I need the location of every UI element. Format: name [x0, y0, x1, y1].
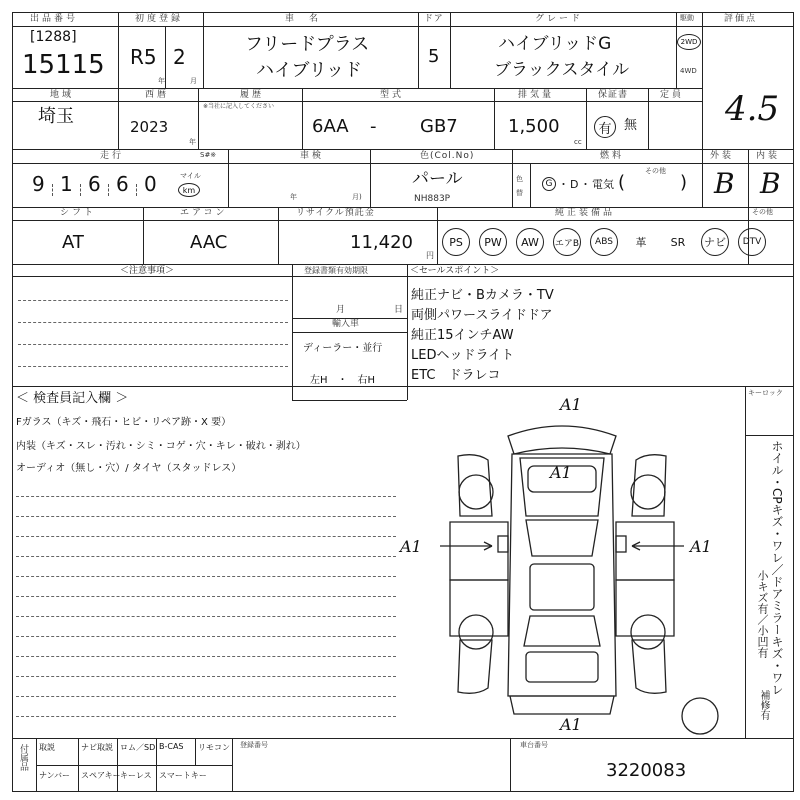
fuel-paren-close: ) — [680, 172, 688, 193]
mileage-note: S#※ — [200, 151, 217, 159]
rule — [203, 12, 204, 88]
windshield — [526, 520, 598, 556]
rule — [195, 738, 196, 765]
rule — [228, 149, 229, 207]
model-label: 型式 — [380, 90, 405, 100]
drive-2wd: 2WD — [680, 38, 698, 46]
seireki-label: 西暦 — [145, 90, 170, 100]
displacement-unit: cc — [574, 138, 582, 146]
equipment-item: AW — [516, 228, 544, 256]
rule — [78, 738, 79, 792]
right-rear-door — [616, 580, 674, 636]
equipment-item: 革 — [635, 236, 647, 249]
reg-day: 日 — [394, 305, 404, 315]
mileage-km-circle — [178, 183, 200, 197]
shift-value: AT — [62, 232, 84, 253]
rule — [292, 276, 407, 277]
rule — [143, 207, 144, 264]
mileage-unit-miles: マイル — [180, 172, 201, 180]
rule — [118, 12, 119, 149]
rule — [512, 149, 513, 207]
rule — [12, 149, 794, 150]
inspector-line — [16, 616, 396, 617]
fuel-paren-open: ( — [618, 172, 626, 193]
spare-wheel — [682, 698, 718, 734]
wheel-fr — [631, 475, 665, 509]
rule — [12, 386, 407, 387]
rule — [748, 149, 749, 207]
exterior-label: 外装 — [710, 151, 735, 161]
rear-glass — [524, 616, 600, 646]
accessory-item: ナンバー — [39, 771, 71, 780]
rule — [418, 12, 419, 88]
inspector-line — [16, 676, 396, 677]
rule — [156, 738, 157, 792]
color-change-label: 色替 — [516, 175, 523, 197]
rule — [12, 101, 702, 102]
fuel-sep2: ・ — [580, 178, 591, 191]
rule — [586, 88, 587, 149]
equipment-item: PS — [442, 228, 470, 256]
rule — [232, 738, 233, 792]
rule — [117, 738, 118, 792]
wheel-rl — [459, 615, 493, 649]
displacement-value: 1,500 — [508, 116, 560, 137]
inspector-line — [16, 536, 396, 537]
digit-divider — [80, 184, 81, 196]
side-note-3 — [756, 690, 771, 720]
lot-number: 15115 — [22, 50, 105, 80]
inspector-title: ＜ 検査員記入欄 ＞ — [16, 391, 129, 406]
damage-front: A1 — [560, 396, 582, 414]
recycle-value: 11,420 — [350, 232, 413, 253]
notes-line — [18, 366, 288, 367]
warranty-yes: 有 — [598, 121, 612, 137]
fuel-other: その他 — [645, 167, 666, 175]
interior-label: 内装 — [756, 151, 781, 161]
equipment-item: ABS — [590, 228, 618, 256]
score-label: 評価点 — [724, 14, 758, 24]
left-front-fender — [458, 455, 492, 516]
first-reg-label: 初度登録 — [135, 14, 184, 24]
fuel-label: 燃料 — [600, 151, 625, 161]
mileage-label: 走行 — [100, 151, 125, 161]
model-prefix: 6AA — [312, 116, 349, 137]
drive-4wd: 4WD — [680, 67, 697, 75]
right-mirror — [616, 536, 626, 552]
damage-rear: A1 — [560, 715, 582, 734]
rule — [407, 386, 794, 387]
reg-expiry-label: 登録書類有効期限 — [304, 266, 368, 275]
sales-point: 両側パワースライドドア — [411, 308, 553, 323]
accessory-item: キーレス — [120, 771, 152, 780]
right-front-door — [616, 522, 674, 580]
rule — [676, 12, 677, 88]
rule — [702, 149, 703, 207]
drive-label: 駆動 — [680, 14, 694, 22]
car-name-line1: フリードプラス — [245, 34, 370, 55]
digit-divider — [52, 184, 53, 196]
equipment-item: PW — [479, 228, 507, 256]
sales-point: ETC ドラレコ — [411, 368, 501, 383]
recycle-unit: 円 — [426, 251, 434, 260]
equipment-item: ナビ — [701, 228, 729, 256]
history-label: 履歴 — [240, 90, 265, 100]
month-unit: 月 — [190, 77, 197, 85]
inspector-line — [16, 656, 396, 657]
right-rear-quarter — [632, 640, 666, 693]
inspector-line3: オーディオ（無し・穴）/ タイヤ（スタッドレス） — [16, 463, 242, 474]
inspector-line2: 内装（キズ・スレ・汚れ・シミ・コゲ・穴・キレ・破れ・剥れ） — [16, 441, 306, 452]
rule — [370, 149, 371, 207]
mileage-digit: 9 — [32, 172, 45, 196]
inspection-label: 車検 — [300, 151, 325, 161]
equipment-label: 純正装備品 — [555, 208, 616, 218]
mileage-unit-km: km — [182, 185, 196, 195]
mileage-digit: 1 — [60, 172, 73, 196]
grade-label: グレード — [535, 14, 584, 24]
interior-grade: B — [760, 167, 781, 200]
displacement-label: 排気量 — [518, 90, 555, 100]
notes-line — [18, 322, 288, 323]
wheel-fl — [459, 475, 493, 509]
color-label: 色(Col.No) — [420, 151, 475, 161]
inspector-line — [16, 636, 396, 637]
inspector-line — [16, 596, 396, 597]
rule — [648, 88, 649, 149]
lot-label: 出品番号 — [30, 14, 79, 24]
rule — [437, 207, 438, 264]
doors-label: ドア — [424, 14, 444, 24]
mileage-digit: 6 — [116, 172, 129, 196]
damage-left: A1 — [400, 537, 422, 556]
grade-line2: ブラックスタイル — [494, 60, 630, 80]
car-name-line2: ハイブリッド — [256, 60, 363, 81]
region-value: 埼玉 — [38, 106, 74, 127]
rule — [450, 12, 451, 88]
inspector-line — [16, 496, 396, 497]
left-front-door — [450, 522, 508, 580]
model-dash: - — [370, 116, 377, 137]
rule — [12, 26, 702, 27]
left-mirror — [498, 536, 508, 552]
aircon-value: AAC — [190, 232, 228, 253]
rule — [407, 264, 408, 400]
dealer-option: ディーラー・並行 — [303, 343, 383, 354]
accessory-item: B-CAS — [159, 742, 184, 751]
fuel-g: G — [545, 179, 553, 189]
rule — [12, 88, 702, 89]
history-note: ※当社に記入してください — [203, 103, 275, 110]
accessory-item: ナビ取説 — [81, 743, 113, 752]
keylock-label: キーロック — [748, 389, 783, 397]
rule — [12, 207, 794, 208]
rule — [278, 207, 279, 264]
side-note-3-text: 補修有 — [758, 690, 769, 720]
year-unit: 年 — [158, 77, 165, 85]
front-bumper — [508, 426, 616, 454]
warranty-label: 保証書 — [598, 90, 629, 100]
exterior-grade: B — [714, 167, 735, 200]
sales-point: 純正ナビ・Bカメラ・TV — [411, 288, 554, 303]
region-label: 地域 — [50, 90, 75, 100]
steer-option: 左H ・ 右H — [310, 375, 376, 386]
sales-points-label: ＜セールスポイント＞ — [410, 266, 500, 276]
rule — [292, 332, 407, 333]
fuel-sep1: ・ — [558, 178, 569, 191]
equipment-item: DTV — [738, 228, 766, 256]
tailgate — [526, 652, 598, 682]
accessory-item: ロム／SD — [120, 743, 156, 752]
notes-label: ＜注意事項＞ — [120, 266, 175, 276]
car-name-label: 車 名 — [285, 14, 322, 24]
damage-hood: A1 — [550, 463, 572, 482]
accessory-item: スペアキー — [81, 771, 121, 780]
damage-right: A1 — [690, 537, 712, 556]
inspection-month-unit: 月) — [352, 193, 362, 201]
rule — [302, 88, 303, 149]
car-diagram — [380, 396, 744, 738]
first-reg-era: R5 — [130, 45, 157, 69]
digit-divider — [108, 184, 109, 196]
rule — [12, 738, 794, 739]
rule — [745, 386, 746, 738]
rule — [165, 26, 166, 88]
rule — [12, 163, 794, 164]
rule — [494, 88, 495, 149]
left-rear-door — [450, 580, 508, 636]
rule — [12, 220, 794, 221]
accessory-item: リモコン — [198, 743, 230, 752]
fuel-elec: 電気 — [592, 178, 614, 191]
sales-point: 純正15インチAW — [411, 328, 514, 343]
reg-month: 月 — [336, 305, 346, 315]
fuel-g-circle — [542, 177, 556, 191]
fuel-d: D — [570, 178, 579, 191]
inspector-line1: Fガラス（キズ・飛石・ヒビ・リペア跡・X 要） — [16, 417, 232, 428]
roof — [530, 564, 594, 610]
inspector-line — [16, 696, 396, 697]
rule — [510, 738, 511, 792]
lot-code: [1288] — [30, 29, 77, 45]
inspector-line — [16, 716, 396, 717]
wheel-rr — [631, 615, 665, 649]
color-code: NH883P — [414, 194, 451, 204]
rear-bumper — [510, 696, 614, 714]
equipment-item: エアB — [553, 228, 581, 256]
accessories-label: 付属品 — [18, 744, 28, 771]
inspection-year-unit: 年 — [290, 193, 297, 201]
rule — [530, 163, 531, 207]
mileage-digit: 0 — [144, 172, 157, 196]
first-reg-month: 2 — [173, 45, 186, 69]
color-name: パール — [412, 169, 463, 189]
chassis-label: 車台番号 — [520, 741, 548, 749]
equipment-other-label: その他 — [752, 208, 773, 216]
recycle-label: リサイクル預託金 — [296, 208, 375, 218]
rule — [36, 765, 232, 766]
model-code: GB7 — [420, 116, 458, 137]
rule — [702, 26, 794, 27]
rule — [12, 264, 794, 265]
rule — [745, 435, 794, 436]
mileage-digit: 6 — [88, 172, 101, 196]
left-rear-quarter — [458, 640, 492, 693]
drive-2wd-circle — [677, 34, 701, 50]
score-value: 4.5 — [725, 89, 780, 129]
accessory-item: 取説 — [39, 743, 55, 752]
inspector-line — [16, 516, 396, 517]
aircon-label: エアコン — [180, 208, 228, 218]
side-note-2-text: 小キズ有／小凹有 — [756, 570, 769, 658]
side-note-text: ホイル・CPキズ・ワレ／ドアミラーキズ・ワレ — [770, 440, 784, 696]
side-note-2 — [754, 570, 770, 658]
equipment-item: SR — [670, 235, 686, 249]
right-front-fender — [632, 455, 666, 516]
rule — [702, 12, 703, 149]
grade-line1: ハイブリッドG — [498, 34, 612, 54]
warranty-no: 無 — [624, 118, 638, 133]
doors-value: 5 — [428, 46, 440, 67]
digit-divider — [136, 184, 137, 196]
seireki-year-unit: 年 — [189, 138, 196, 146]
sales-point: LEDヘッドライト — [411, 348, 515, 363]
inspector-line — [16, 576, 396, 577]
warranty-yes-circle — [594, 116, 616, 138]
year-value: 2023 — [130, 118, 169, 136]
reg-number-label: 登録番号 — [240, 741, 268, 749]
body-outline — [508, 454, 616, 696]
rule — [198, 88, 199, 149]
side-note — [770, 440, 784, 696]
capacity-label: 定員 — [660, 90, 685, 100]
shift-label: シフト — [60, 208, 97, 218]
inspector-line — [16, 556, 396, 557]
notes-line — [18, 300, 288, 301]
import-label: 輸入車 — [332, 319, 360, 329]
equipment-list — [440, 226, 792, 260]
notes-line — [18, 344, 288, 345]
chassis-number: 3220083 — [606, 760, 687, 781]
accessory-item: スマートキー — [159, 771, 207, 780]
